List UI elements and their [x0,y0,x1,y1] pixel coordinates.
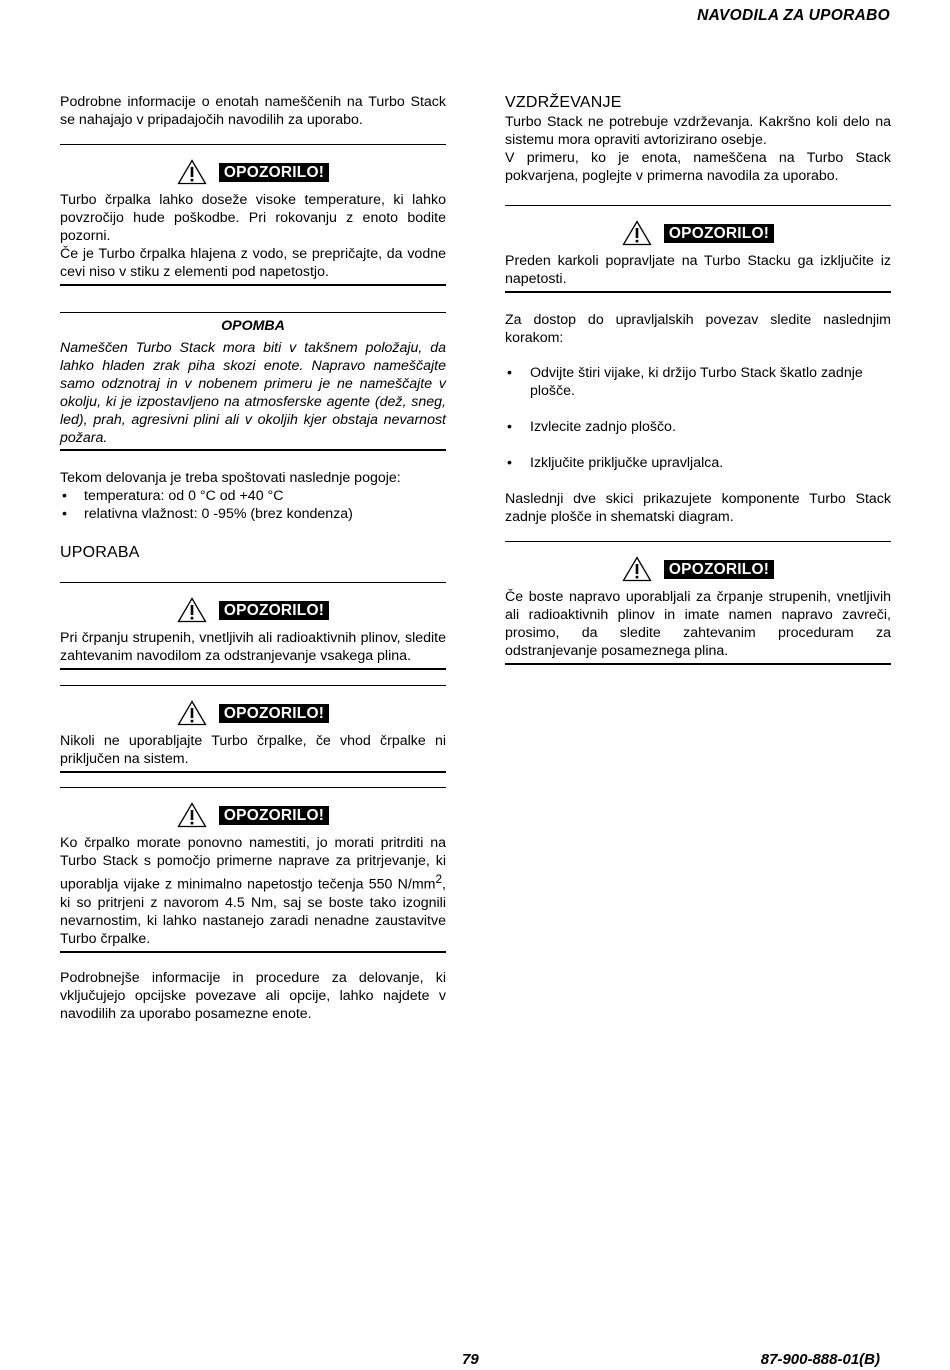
warning-text-part: , ki so pritrjeni z navorom 4.5 Nm, saj se boste tako izognili nevarnostim, ki lahko nastanejo zaradi nenadne zaustavitve Turbo črpalke. [60,876,446,947]
warning-text: Nikoli ne uporabljajte Turbo črpalke, če vhod črpalke ni priključen na sistem. [60,733,446,767]
maintenance-text: V primeru, ko je enota, nameščena na Turbo Stack pokvarjena, poglejte v primerna navodila za uporabo. [505,150,891,184]
page-number: 79 [462,1351,479,1368]
warning-box-power-off [505,205,891,293]
document-number: 87-900-888-01(B) [760,1351,880,1368]
right-column [505,93,891,665]
warning-label: OPOZORILO! [219,601,329,620]
note-title: OPOMBA [221,318,285,334]
section-heading-uporaba: UPORABA [60,544,140,561]
warning-header [60,802,446,828]
warning-triangle-icon [177,597,207,623]
list-item: • relativna vlažnost: 0 -95% (brez kondenza) [60,505,446,523]
superscript: 2 [435,872,443,886]
warning-box-pump-mounting [60,787,446,953]
maintenance-text: Turbo Stack ne potrebuje vzdrževanja. Kakršno koli delo na sistemu mora opraviti avtorizirano osebje. [505,114,891,148]
warning-triangle-icon [177,159,207,185]
warning-text: Če je Turbo črpalka hlajena z vodo, se prepričajte, da vodne cevi niso v stiku z elementi pod napetostjo. [60,246,446,280]
warning-header [60,700,446,726]
note-box [60,312,446,451]
warning-text [60,834,446,948]
access-intro: Za dostop do upravljalskih povezav sledite naslednjim korakom: [505,312,891,346]
warning-triangle-icon [622,556,652,582]
warning-header [505,220,891,246]
warning-text: Turbo črpalka lahko doseže visoke temperature, ki lahko povzročijo hude poškodbe. Pri rokovanju z enoto bodite pozorni. [60,192,446,244]
warning-triangle-icon [177,802,207,828]
warning-box-high-temperature [60,144,446,286]
warning-box-disposal [505,541,891,665]
list-item: • Izvlecite zadnjo ploščo. [505,418,891,436]
list-item: • Izključite priključke upravljalca. [505,454,891,472]
warning-label: OPOZORILO! [664,224,774,243]
warning-box-toxic-gases [60,582,446,670]
outro-paragraph: Podrobnejše informacije in procedure za delovanje, ki vključujejo opcijske povezave ali opcije, lahko najdete v navodilih za uporabo posamezne enote. [60,969,446,1022]
warning-triangle-icon [177,700,207,726]
sketch-description: Naslednji dve skici prikazujete komponente Turbo Stack zadnje plošče in shematski diagram. [505,491,891,525]
left-column [60,93,446,1023]
list-item: • temperatura: od 0 °C od +40 °C [60,487,446,505]
warning-text: Če boste napravo uporabljali za črpanje strupenih, vnetljivih ali radioaktivnih plinov in imate namen napravo zavreči, prosimo, da sledite zahtevanim proceduram za odstranjevanje posameznega plina. [505,589,891,659]
warning-text-part: Ko črpalko morate ponovno namestiti, jo morati pritrditi na Turbo Stack s pomočjo primerne naprave za pritrjevanje, ki uporablja vijake z minimalno napetostjo tečenja 550 N/mm [60,835,446,893]
note-text: Nameščen Turbo Stack mora biti v takšnem položaju, da lahko hladen zrak piha skozi enote. Napravo nameščajte samo odznotraj in v nobenem primeru je ne nameščajte v okolju, ki je izpostavljeno na atmosferske agente (dež, sneg, led), prah, agresivni plini ali v okoljih kjer obstaja nevarnost požara. [60,340,446,446]
warning-label: OPOZORILO! [219,806,329,825]
warning-label: OPOZORILO! [664,560,774,579]
warning-label: OPOZORILO! [219,163,329,182]
operating-conditions [60,469,446,523]
conditions-list [60,487,446,523]
header-title: NAVODILA ZA UPORABO [697,7,890,24]
list-item: • Odvijte štiri vijake, ki držijo Turbo Stack škatlo zadnje plošče. [505,364,891,400]
warning-text: Pri črpanju strupenih, vnetljivih ali radioaktivnih plinov, sledite zahtevanim navodilom za odstranjevanje vsakega plina. [60,630,446,664]
conditions-intro: Tekom delovanja je treba spoštovati naslednje pogoje: [60,470,401,486]
access-steps-list [505,364,891,472]
warning-header [505,556,891,582]
intro-paragraph: Podrobne informacije o enotah nameščenih na Turbo Stack se nahajajo v pripadajočih navodilih za uporabo. [60,94,446,128]
section-heading-vzdrzevanje: VZDRŽEVANJE [505,94,622,111]
warning-text: Preden karkoli popravljate na Turbo Stacku ga izključite iz napetosti. [505,253,891,287]
warning-header [60,597,446,623]
warning-header [60,159,446,185]
warning-triangle-icon [622,220,652,246]
warning-box-pump-inlet [60,685,446,773]
warning-label: OPOZORILO! [219,704,329,723]
